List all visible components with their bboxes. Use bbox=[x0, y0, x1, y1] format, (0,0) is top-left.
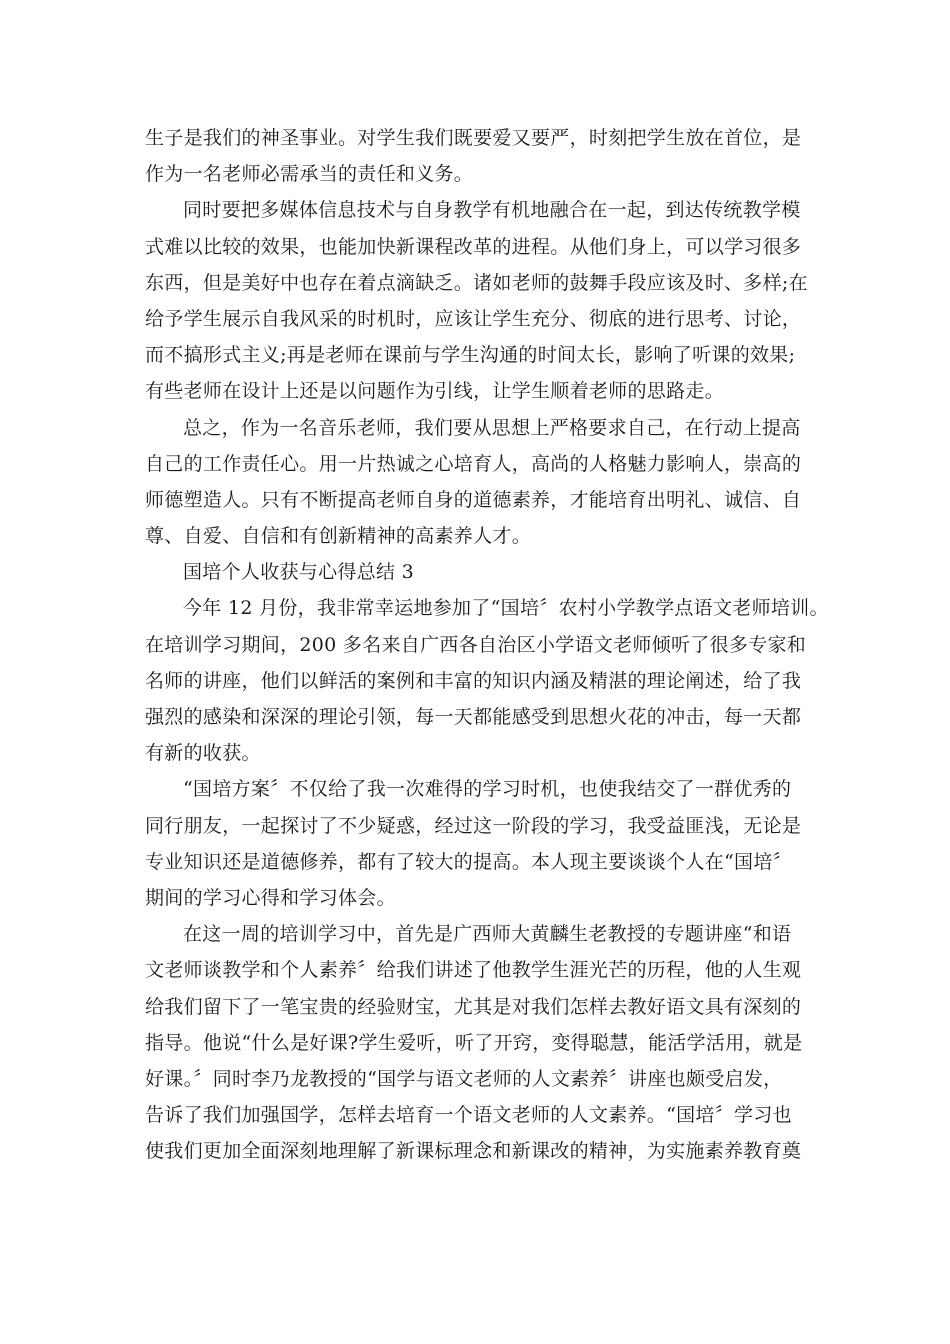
text-line: 给予学生展示自我风采的时机时，应该让学生充分、彻底的进行思考、讨论， bbox=[145, 307, 802, 330]
text-line: 文老师谈教学和个人素养〞给我们讲述了他教学生涯光芒的历程，他的人生观 bbox=[145, 959, 802, 982]
text-line: 生子是我们的神圣事业。对学生我们既要爱又要严，时刻把学生放在首位，是 bbox=[145, 127, 802, 149]
text-line: 有新的收获。 bbox=[145, 742, 261, 765]
text-line: 告诉了我们加强国学，怎样去培育一个语文老师的人文素养。“国培〞学习也 bbox=[145, 1104, 792, 1127]
text-line: 同行朋友，一起探讨了不少疑惑，经过这一阶段的学习，我受益匪浅，无论是 bbox=[145, 814, 802, 837]
text-line: 同时要把多媒体信息技术与自身教学有机地融合在一起，到达传统教学模 bbox=[183, 199, 801, 222]
text-line: 作为一名老师必需承当的责任和义务。 bbox=[145, 163, 474, 186]
text-line: 名师的讲座，他们以鲜活的案例和丰富的知识内涵及精湛的理论阐述，给了我 bbox=[145, 669, 802, 692]
text-line: 师德塑造人。只有不断提高老师自身的道德素养，才能培育出明礼、诚信、自 bbox=[145, 488, 802, 511]
text-line: 专业知识还是道德修养，都有了较大的提高。本人现主要谈谈个人在“国培〞 bbox=[145, 850, 792, 873]
text-line: 在培训学习期间，200 多名来自广西各自治区小学语文老师倾听了很多专家和 bbox=[145, 633, 807, 656]
text-line: 尊、自爱、自信和有创新精神的高素养人才。 bbox=[145, 525, 532, 548]
text-line: 自己的工作责任心。用一片热诚之心培育人，高尚的人格魅力影响人，崇高的 bbox=[145, 452, 802, 475]
text-line: “国培方案〞不仅给了我一次难得的学习时机，也使我结交了一群优秀的 bbox=[183, 778, 792, 801]
text-line: 有些老师在设计上还是以问题作为引线，让学生顺着老师的思路走。 bbox=[145, 380, 725, 403]
text-line: 指导。他说“什么是好课?学生爱听，听了开窍，变得聪慧，能活学活用，就是 bbox=[145, 1031, 803, 1054]
text-line: 式难以比较的效果，也能加快新课程改革的进程。从他们身上，可以学习很多 bbox=[145, 235, 802, 258]
text-line: 给我们留下了一笔宝贵的经验财宝，尤其是对我们怎样去教好语文具有深刻的 bbox=[145, 995, 802, 1018]
text-line: 在这一周的培训学习中，首先是广西师大黄麟生老教授的专题讲座“和语 bbox=[183, 923, 792, 946]
text-line: 国培个人收获与心得总结 3 bbox=[183, 561, 415, 584]
text-line: 使我们更加全面深刻地理解了新课标理念和新课改的精神，为实施素养教育奠 bbox=[145, 1140, 802, 1163]
document-body bbox=[145, 120, 829, 1169]
text-line: 总之，作为一名音乐老师，我们要从思想上严格要求自己，在行动上提高 bbox=[183, 416, 801, 439]
text-line: 今年 12 月份，我非常幸运地参加了“国培〞农村小学教学点语文老师培训。 bbox=[183, 597, 829, 620]
text-line: 期间的学习心得和学习体会。 bbox=[145, 886, 396, 909]
text-line: 强烈的感染和深深的理论引领，每一天都能感受到思想火花的冲击，每一天都 bbox=[145, 706, 802, 728]
text-line: 东西，但是美好中也存在着点滴缺乏。诸如老师的鼓舞手段应该及时、多样;在 bbox=[145, 271, 808, 294]
text-line: 好课。〞同时李乃龙教授的“国学与语文老师的人文素养〞讲座也颇受启发， bbox=[145, 1067, 783, 1090]
text-line: 而不搞形式主义;再是老师在课前与学生沟通的时间太长，影响了听课的效果; bbox=[145, 344, 796, 367]
